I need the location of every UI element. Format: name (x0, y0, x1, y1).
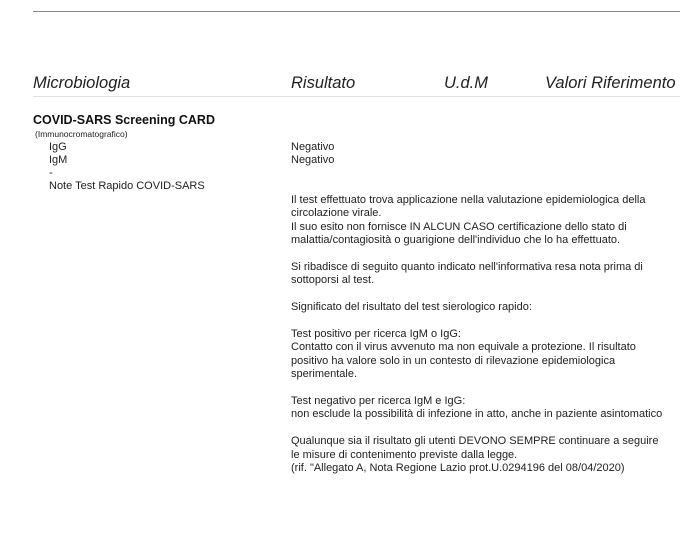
notes-line: (rif. "Allegato A, Nota Regione Lazio prot.U.0294196 del 08/04/2020) (291, 462, 625, 475)
notes-paragraph (291, 194, 691, 248)
header-divider (33, 96, 680, 97)
notes-paragraph (291, 328, 691, 382)
notes-paragraph (291, 301, 691, 314)
notes-line: positivo ha valore solo in un contesto di rilevazione epidemiologica (291, 354, 616, 367)
table-header (0, 74, 696, 96)
result-row-label-igm: IgM (49, 154, 68, 166)
test-title: COVID-SARS Screening CARD (33, 113, 215, 127)
test-method: (Immunocromatografico) (35, 129, 128, 139)
notes-line: Test negativo per ricerca IgM e IgG: (291, 395, 466, 408)
notes-line: sottoporsi al test. (291, 274, 375, 287)
notes-line: Il suo esito non fornisce IN ALCUN CASO certificazione dello stato di (291, 220, 627, 233)
result-row-value-igm: Negativo (291, 154, 335, 166)
notes-line: Si ribadisce di seguito quanto indicato nell'informativa resa nota prima di (291, 261, 643, 274)
result-row-label-igg: IgG (49, 141, 67, 153)
notes-paragraph (291, 435, 691, 475)
notes-line: le misure di contenimento previste dalla legge. (291, 448, 518, 461)
notes-line: Significato del risultato del test sierologico rapido: (291, 301, 532, 314)
column-header-result: Risultato (291, 74, 356, 92)
notes-line: Il test effettuato trova applicazione nella valutazione epidemiologica della (291, 194, 646, 206)
result-row-value-igg: Negativo (291, 141, 335, 153)
column-header-exam: Microbiologia (33, 74, 131, 92)
notes-line: Contatto con il virus avvenuto ma non equivale a protezione. Il risultato (291, 341, 636, 354)
top-divider (33, 11, 680, 12)
notes-line: Qualunque sia il risultato gli utenti DEVONO SEMPRE continuare a seguire (291, 435, 659, 448)
notes-line: circolazione virale. (291, 207, 382, 220)
notes-line: Test positivo per ricerca IgM o IgG: (291, 328, 461, 341)
column-header-unit: U.d.M (444, 74, 489, 92)
result-row-label-notes: Note Test Rapido COVID-SARS (49, 180, 205, 192)
column-header-reference: Valori Riferimento (545, 74, 676, 92)
notes-line: malattia/contagiosità o guarigione dell'individuo che lo ha effettuato. (291, 234, 621, 247)
notes-paragraph (291, 395, 691, 422)
notes-paragraph (291, 261, 691, 288)
notes-line: sperimentale. (291, 368, 358, 381)
notes-block (291, 194, 691, 489)
notes-line: non esclude la possibilità di infezione in atto, anche in paziente asintomatico (291, 408, 663, 421)
result-row-label-dash: - (49, 167, 53, 179)
